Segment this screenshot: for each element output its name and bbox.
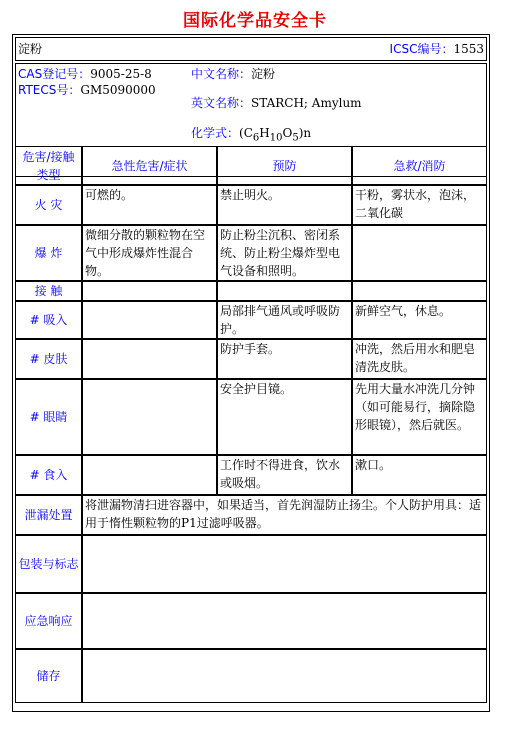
section-label: 应急响应 <box>15 593 82 649</box>
row-prevention: 安全护目镜。 <box>217 379 352 455</box>
table-row <box>15 455 487 495</box>
row-symptoms: 可燃的。 <box>82 185 217 225</box>
row-symptoms <box>82 281 217 301</box>
row-symptoms <box>82 301 217 339</box>
row-prevention: 防止粉尘沉积、密闭系统、防止粉尘爆炸型电气设备和照明。 <box>217 225 352 281</box>
safety-card <box>12 34 490 712</box>
col-header-prevention: 预防 <box>217 146 352 185</box>
col-header-first-aid: 急救/消防 <box>352 146 487 185</box>
table-row <box>15 281 487 301</box>
row-type: # 食入 <box>15 455 82 495</box>
row-first-aid <box>352 281 487 301</box>
rtecs-number: GM5090000 <box>80 83 156 97</box>
row-first-aid: 冲洗，然后用水和肥皂清洗皮肤。 <box>352 339 487 379</box>
table-row <box>15 379 487 455</box>
row-symptoms <box>82 455 217 495</box>
chinese-name-label: 中文名称： <box>191 67 252 81</box>
section-text: 将泄漏物清扫进容器中，如果适当，首先润湿防止扬尘。个人防护用具：适用于惰性颗粒物的P1过滤呼吸器。 <box>82 495 487 535</box>
icsc-number: 1553 <box>453 42 484 56</box>
icsc-label: ICSC编号： <box>389 42 454 56</box>
chinese-name: 淀粉 <box>251 67 276 81</box>
row-type: 接 触 <box>15 281 82 301</box>
section-row <box>15 535 487 593</box>
table-row <box>15 225 487 281</box>
section-row <box>15 593 487 649</box>
row-type: # 眼睛 <box>15 379 82 455</box>
row-type: 爆 炸 <box>15 225 82 281</box>
col-header-symptoms: 急性危害/症状 <box>82 146 217 185</box>
formula-label: 化学式： <box>191 126 240 140</box>
row-prevention: 局部排气通风或呼吸防护。 <box>217 301 352 339</box>
section-text <box>82 649 487 703</box>
table-row <box>15 339 487 379</box>
row-prevention: 防护手套。 <box>217 339 352 379</box>
hazard-header-row <box>15 146 487 185</box>
row-first-aid <box>352 225 487 281</box>
section-row <box>15 495 487 535</box>
english-name-label: 英文名称： <box>191 96 252 110</box>
header-table <box>15 37 487 61</box>
english-name: STARCH; Amylum <box>251 96 362 110</box>
row-prevention: 禁止明火。 <box>217 185 352 225</box>
row-first-aid: 新鲜空气，休息。 <box>352 301 487 339</box>
header-cell <box>15 37 487 61</box>
row-type: # 吸入 <box>15 301 82 339</box>
table-row <box>15 301 487 339</box>
section-label: 包装与标志 <box>15 535 82 593</box>
col-header-type: 危害/接触类型 <box>15 146 82 185</box>
row-type: 火 灾 <box>15 185 82 225</box>
rtecs-label: RTECS号： <box>18 83 81 97</box>
row-first-aid: 先用大量水冲洗几分钟（如可能易行，摘除隐形眼镜），然后就医。 <box>352 379 487 455</box>
row-first-aid: 漱口。 <box>352 455 487 495</box>
cas-number: 9005-25-8 <box>90 67 152 81</box>
hazard-table <box>15 146 487 703</box>
row-first-aid: 干粉，雾状水，泡沫，二氧化碳 <box>352 185 487 225</box>
section-label: 储存 <box>15 649 82 703</box>
section-label: 泄漏处置 <box>15 495 82 535</box>
section-row <box>15 649 487 703</box>
chemical-name: 淀粉 <box>18 42 43 56</box>
row-prevention <box>217 281 352 301</box>
page-title: 国际化学品安全卡 <box>183 11 327 31</box>
table-row <box>15 185 487 225</box>
chemical-formula: $(C_6H_{10}O_5)n$ <box>239 126 312 144</box>
row-type: # 皮肤 <box>15 339 82 379</box>
row-symptoms: 微细分散的颗粒物在空气中形成爆炸性混合物。 <box>82 225 217 281</box>
section-text <box>82 535 487 593</box>
row-prevention: 工作时不得进食，饮水或吸烟。 <box>217 455 352 495</box>
cas-label: CAS登记号： <box>18 67 91 81</box>
row-symptoms <box>82 339 217 379</box>
row-symptoms <box>82 379 217 455</box>
section-text <box>82 593 487 649</box>
